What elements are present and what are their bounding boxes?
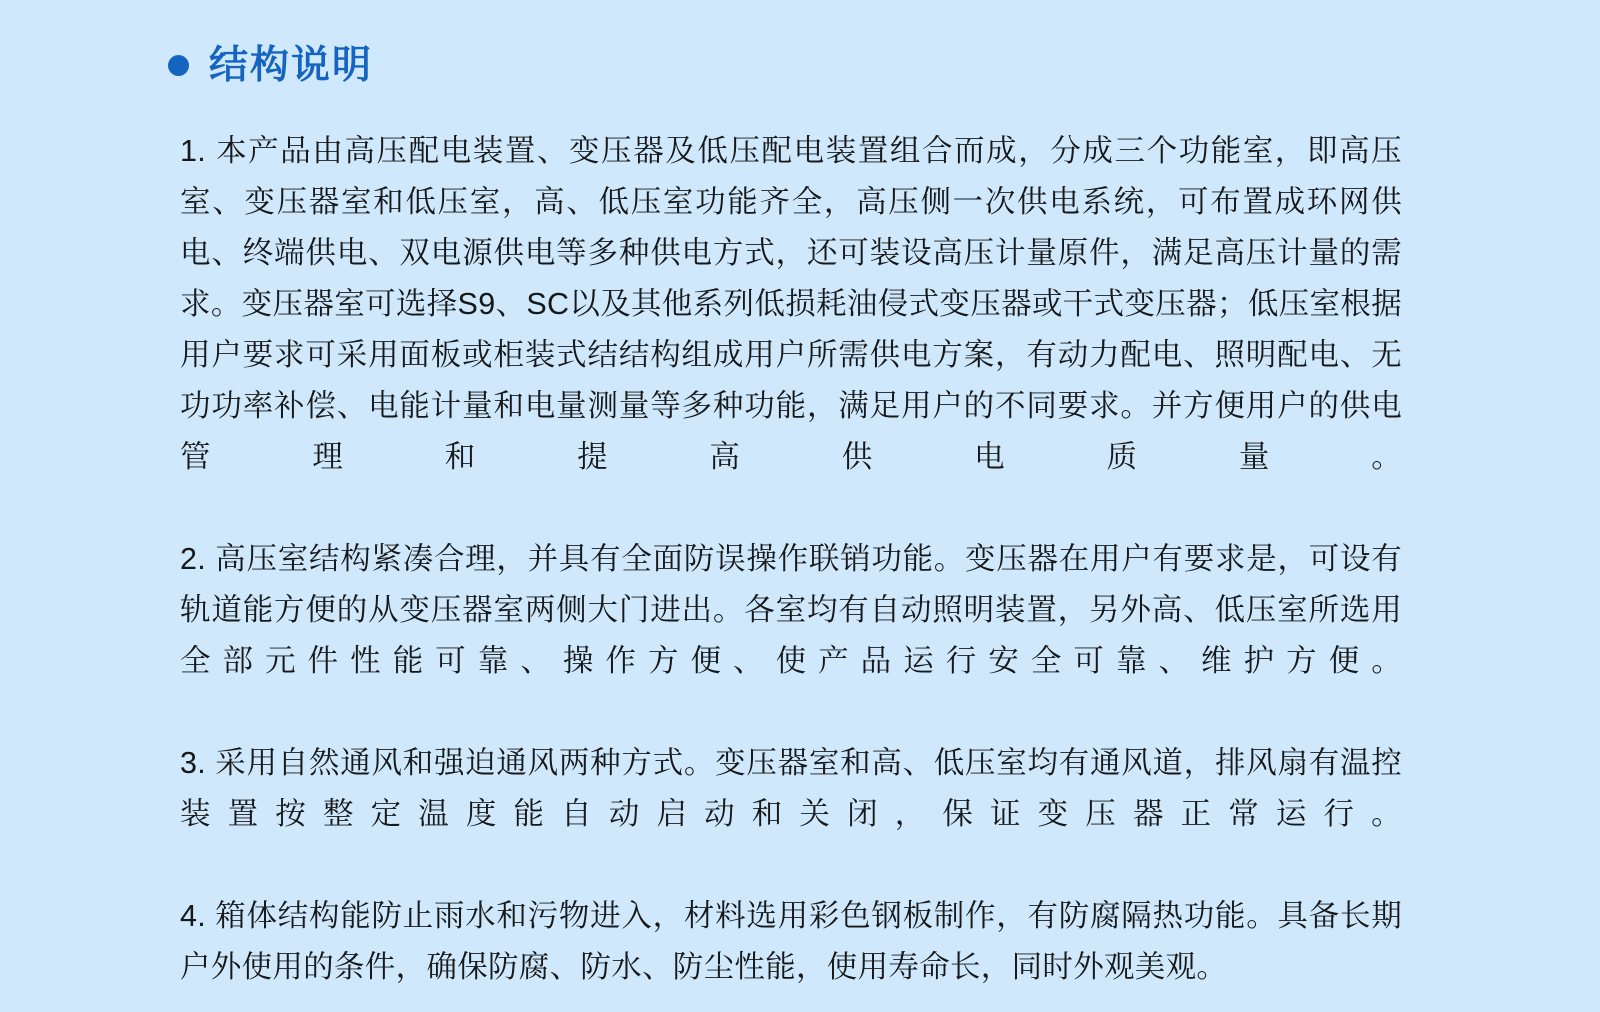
paragraph-1: 1. 本产品由高压配电装置、变压器及低压配电装置组合而成，分成三个功能室，即高压室、变压器室和低压室，高、低压室功能齐全，高压侧一次供电系统，可布置成环网供电、终端供电、双电源供电等多种供电方式，还可装设高压计量原件，满足高压计量的需求。变压器室可选择S9、SC以及其他系列低损耗油侵式变压器或干式变压器；低压室根据用户要求可采用面板或柜装式结结构组成用户所需供电方案，有动力配电、照明配电、无功功率补偿、电能计量和电量测量等多种功能，满足用户的不同要求。并方便用户的供电管理和提高供电质量。 bbox=[180, 134, 1402, 474]
paragraph-2: 2. 高压室结构紧凑合理，并具有全面防误操作联销功能。变压器在用户有要求是，可设有轨道能方便的从变压器室两侧大门进出。各室均有自动照明装置，另外高、低压室所选用全部元件性能可靠、操作方便、使产品运行安全可靠、维护方便。 bbox=[180, 542, 1402, 678]
filled-circle-bullet-icon bbox=[168, 55, 189, 76]
body-content bbox=[180, 126, 1402, 993]
page-title: 结构说明 bbox=[209, 44, 374, 87]
paragraph-3: 3. 采用自然通风和强迫通风两种方式。变压器室和高、低压室均有通风道，排风扇有温控装置按整定温度能自动启动和关闭，保证变压器正常运行。 bbox=[180, 746, 1402, 831]
section-heading bbox=[168, 46, 373, 85]
paragraph-4: 4. 箱体结构能防止雨水和污物进入，材料选用彩色钢板制作，有防腐隔热功能。具备长期户外使用的条件，确保防腐、防水、防尘性能，使用寿命长，同时外观美观。 bbox=[180, 899, 1402, 984]
